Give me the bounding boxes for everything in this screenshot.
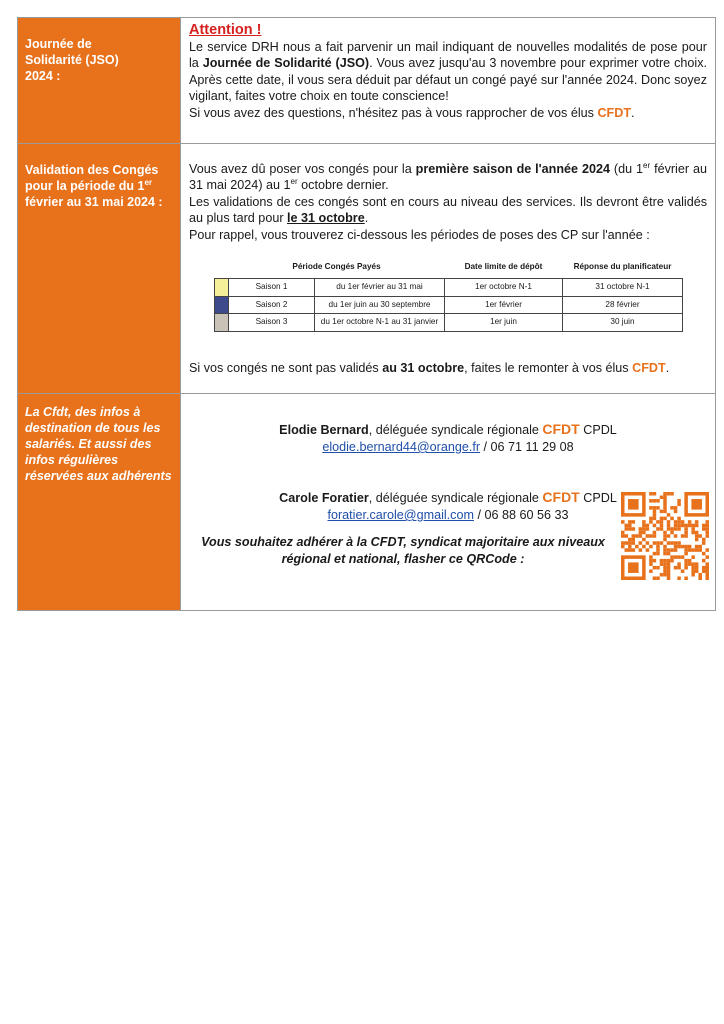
- jso-contact-line: Si vous avez des questions, n'hésitez pas à vous rapprocher de vos élus CFDT.: [189, 105, 635, 120]
- row-cfdt-label: La Cfdt, des infos à destination de tous les salariés. Et aussi des infos régulières réservées aux adhérents: [25, 405, 172, 483]
- row-conges-content: [181, 144, 716, 394]
- info-table: [17, 17, 716, 611]
- qr-code-icon[interactable]: [621, 492, 709, 580]
- cp-header-periode: Période Congés Payés: [292, 262, 381, 272]
- season-name: Saison 3: [229, 314, 315, 331]
- season-deadline: 1er février: [445, 296, 563, 313]
- conges-paragraph-4: Si vos congés ne sont pas validés au 31 octobre, faites le remonter à vos élus CFDT.: [189, 360, 670, 375]
- row-cfdt-content: [181, 394, 716, 611]
- cfdt-mark: CFDT: [632, 360, 666, 375]
- season-name: Saison 1: [229, 279, 315, 296]
- cfdt-mark: CFDT: [597, 105, 632, 120]
- label-line: Solidarité (JSO): [25, 53, 119, 67]
- cp-periods-table-wrap: [214, 257, 682, 332]
- season-color-swatch: [215, 296, 229, 313]
- row-cfdt-label-cell: [18, 394, 181, 611]
- row-conges: [18, 144, 716, 394]
- contact-elodie: Elodie Bernard, déléguée syndicale régionale CFDT CPDL elodie.bernard44@orange.fr / 06 71 11 29 08: [279, 421, 617, 454]
- season-period: du 1er juin au 30 septembre: [315, 296, 445, 313]
- cp-table-header: [215, 257, 683, 279]
- row-jso-label: [18, 18, 180, 84]
- cfdt-mark: CFDT: [542, 421, 580, 437]
- season-deadline: 1er octobre N-1: [445, 279, 563, 296]
- attention-heading: Attention !: [189, 22, 262, 38]
- season-color-swatch: [215, 314, 229, 331]
- table-row: [215, 296, 683, 313]
- row-cfdt: [18, 394, 716, 611]
- conges-paragraph-2: Les validations de ces congés sont en cours au niveau des services. Ils devront être validés au plus tard pour le 31 octobre.: [189, 194, 707, 226]
- table-row: [215, 279, 683, 296]
- contact-carole: Carole Foratier, déléguée syndicale régionale CFDT CPDL foratier.carole@gmail.com / 06 88 60 56 33: [279, 489, 617, 522]
- label-line: Journée de: [25, 37, 92, 51]
- season-period: du 1er février au 31 mai: [315, 279, 445, 296]
- cp-header-reponse: Réponse du planificateur: [573, 262, 672, 272]
- table-row: [215, 314, 683, 331]
- conges-paragraph-3: Pour rappel, vous trouverez ci-dessous les périodes de poses des CP sur l'année :: [189, 227, 650, 242]
- season-color-swatch: [215, 279, 229, 296]
- conges-paragraph-1: Vous avez dû poser vos congés pour la première saison de l'année 2024 (du 1er février au 31 mai 2024) au 1er octobre dernier.: [189, 160, 707, 193]
- season-response: 31 octobre N-1: [563, 279, 683, 296]
- label-line: 2024 :: [25, 69, 61, 83]
- cp-periods-table: [214, 257, 683, 332]
- season-response: 30 juin: [563, 314, 683, 331]
- email-link[interactable]: foratier.carole@gmail.com: [327, 508, 474, 522]
- row-jso: [18, 18, 716, 144]
- jso-paragraph: Le service DRH nous a fait parvenir un mail indiquant de nouvelles modalités de pose pour la Journée de Solidarité (JSO). Vous avez jusqu'au 3 novembre pour exprimer votre choix. Après cette date, il vous sera déduit par défaut un congé payé sur l'année 2024. Donc soyez vigilant, faites votre choix en toute conscience!: [189, 40, 707, 104]
- jso-emphasis: Journée de Solidarité (JSO): [202, 56, 370, 71]
- cfdt-mark: CFDT: [542, 489, 580, 505]
- cp-header-depot: Date limite de dépôt: [464, 262, 543, 272]
- contact-name: Carole Foratier: [279, 491, 369, 505]
- phone-number: / 06 88 60 56 33: [473, 508, 569, 522]
- contact-name: Elodie Bernard: [279, 423, 369, 437]
- season-response: 28 février: [563, 296, 683, 313]
- season-name: Saison 2: [229, 296, 315, 313]
- row-conges-label: Validation des Congés pour la période du 1er février au 31 mai 2024 :: [25, 163, 163, 209]
- row-conges-label-cell: [18, 144, 181, 394]
- phone-number: / 06 71 11 29 08: [480, 440, 574, 454]
- adhesion-callout: Vous souhaitez adhérer à la CFDT, syndicat majoritaire aux niveaux régional et national, flasher ce QRCode :: [201, 535, 605, 566]
- email-link[interactable]: elodie.bernard44@orange.fr: [322, 440, 481, 454]
- row-jso-content: [181, 18, 716, 144]
- season-period: du 1er octobre N-1 au 31 janvier: [315, 314, 445, 331]
- season-deadline: 1er juin: [445, 314, 563, 331]
- row-jso-label-cell: [18, 18, 181, 144]
